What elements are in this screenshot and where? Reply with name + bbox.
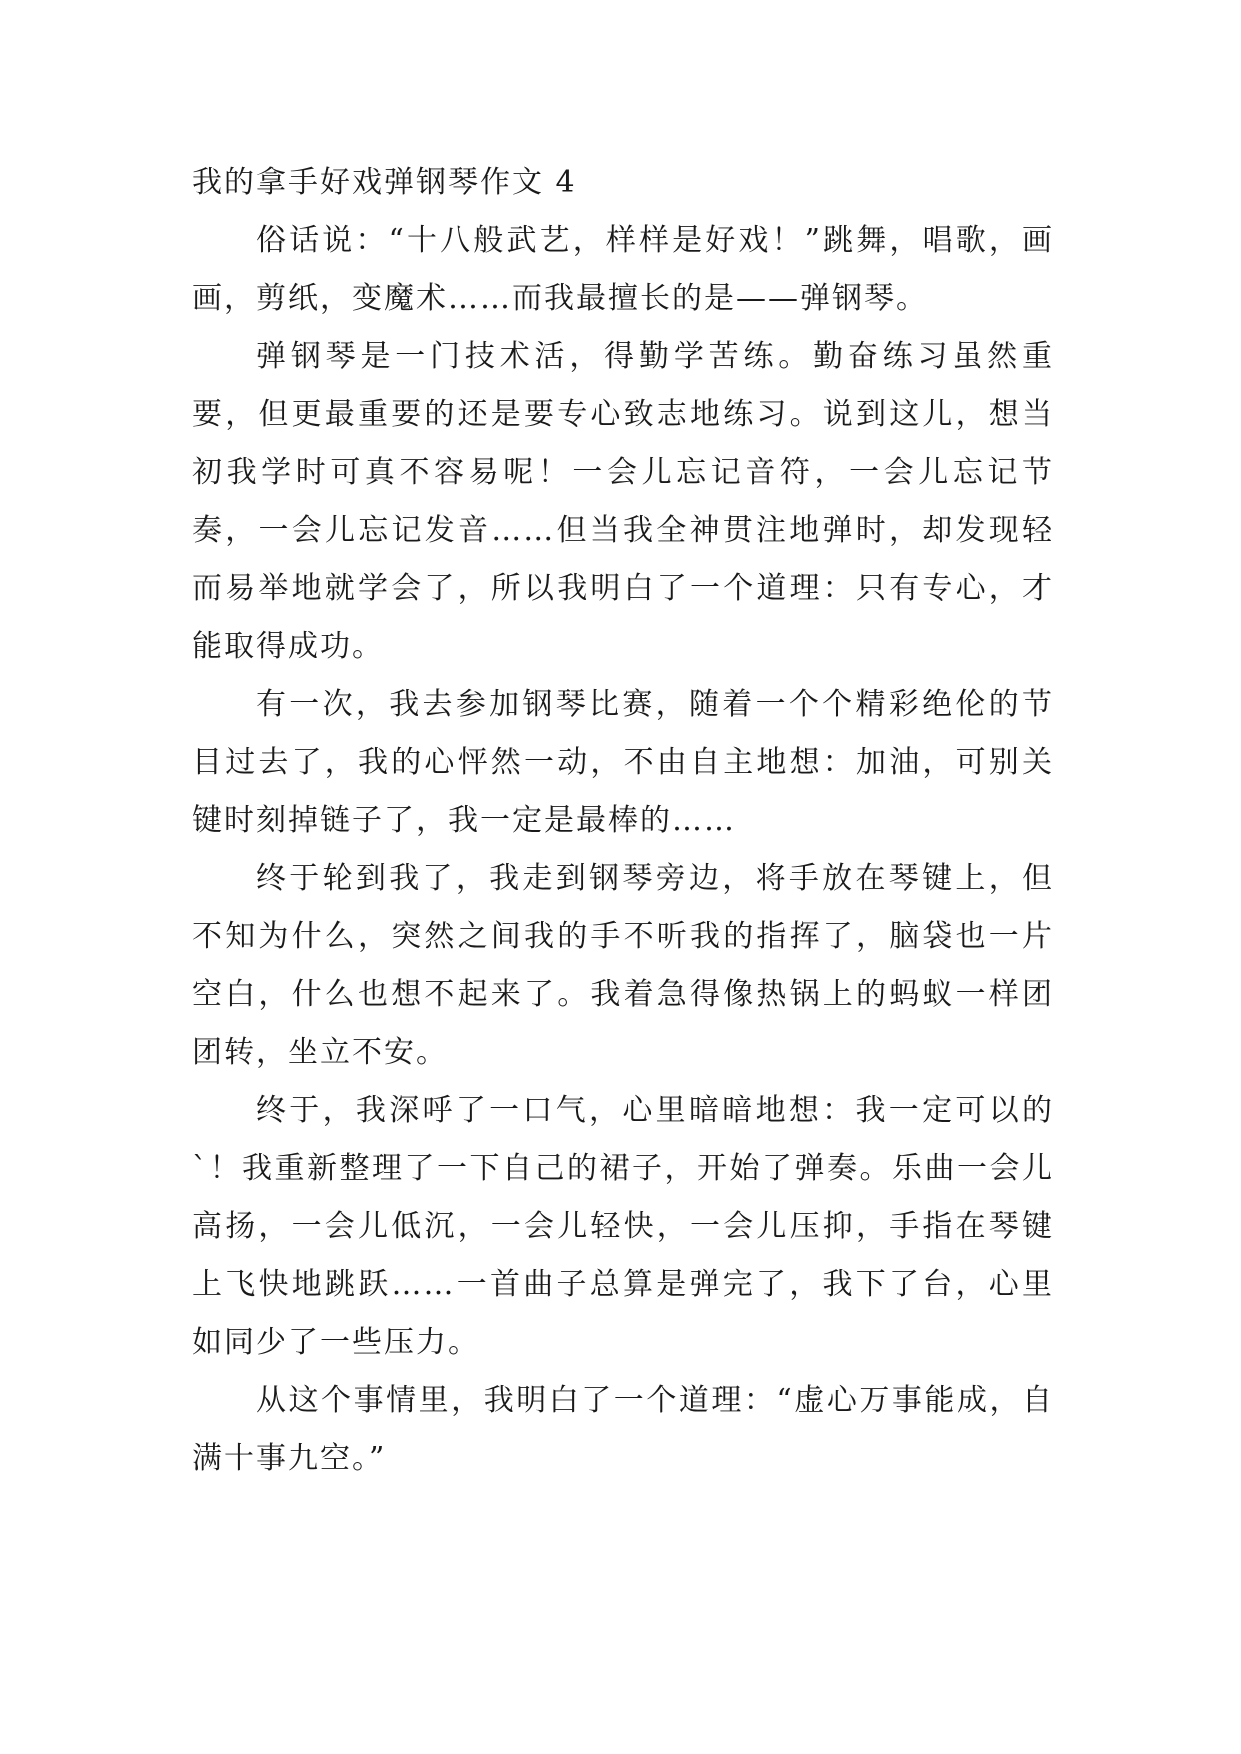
paragraph-4: 终于轮到我了，我走到钢琴旁边，将手放在琴键上，但不知为什么，突然之间我的手不听我的指挥了，脑袋也一片空白，什么也想不起来了。我着急得像热锅上的蚂蚁一样团团转，坐立不安。 [192,861,1054,1070]
paragraph-3: 有一次，我去参加钢琴比赛，随着一个个精彩绝伦的节目过去了，我的心怦然一动，不由自主地想：加油，可别关键时刻掉链子了，我一定是最棒的…… [192,687,1054,838]
paragraph-5: 终于，我深呼了一口气，心里暗暗地想：我一定可以的`！我重新整理了一下自己的裙子，开始了弹奏。乐曲一会儿高扬，一会儿低沉，一会儿轻快，一会儿压抑，手指在琴键上飞快地跳跃……一首曲子总算是弹完了，我下了台，心里如同少了一些压力。 [192,1093,1054,1360]
document-title: 我的拿手好戏弹钢琴作文 4 [192,165,577,200]
paragraph-2: 弹钢琴是一门技术活，得勤学苦练。勤奋练习虽然重要，但更最重要的还是要专心致志地练习。说到这儿，想当初我学时可真不容易呢！一会儿忘记音符，一会儿忘记节奏，一会儿忘记发音……但当我全神贯注地弹时，却发现轻而易举地就学会了，所以我明白了一个道理：只有专心，才能取得成功。 [192,339,1054,664]
document-body [192,154,1054,1488]
paragraph-6: 从这个事情里，我明白了一个道理：“虚心万事能成，自满十事九空。” [192,1383,1054,1476]
paragraph-1: 俗话说：“十八般武艺，样样是好戏！”跳舞，唱歌，画画，剪纸，变魔术……而我最擅长的是——弹钢琴。 [192,223,1054,316]
